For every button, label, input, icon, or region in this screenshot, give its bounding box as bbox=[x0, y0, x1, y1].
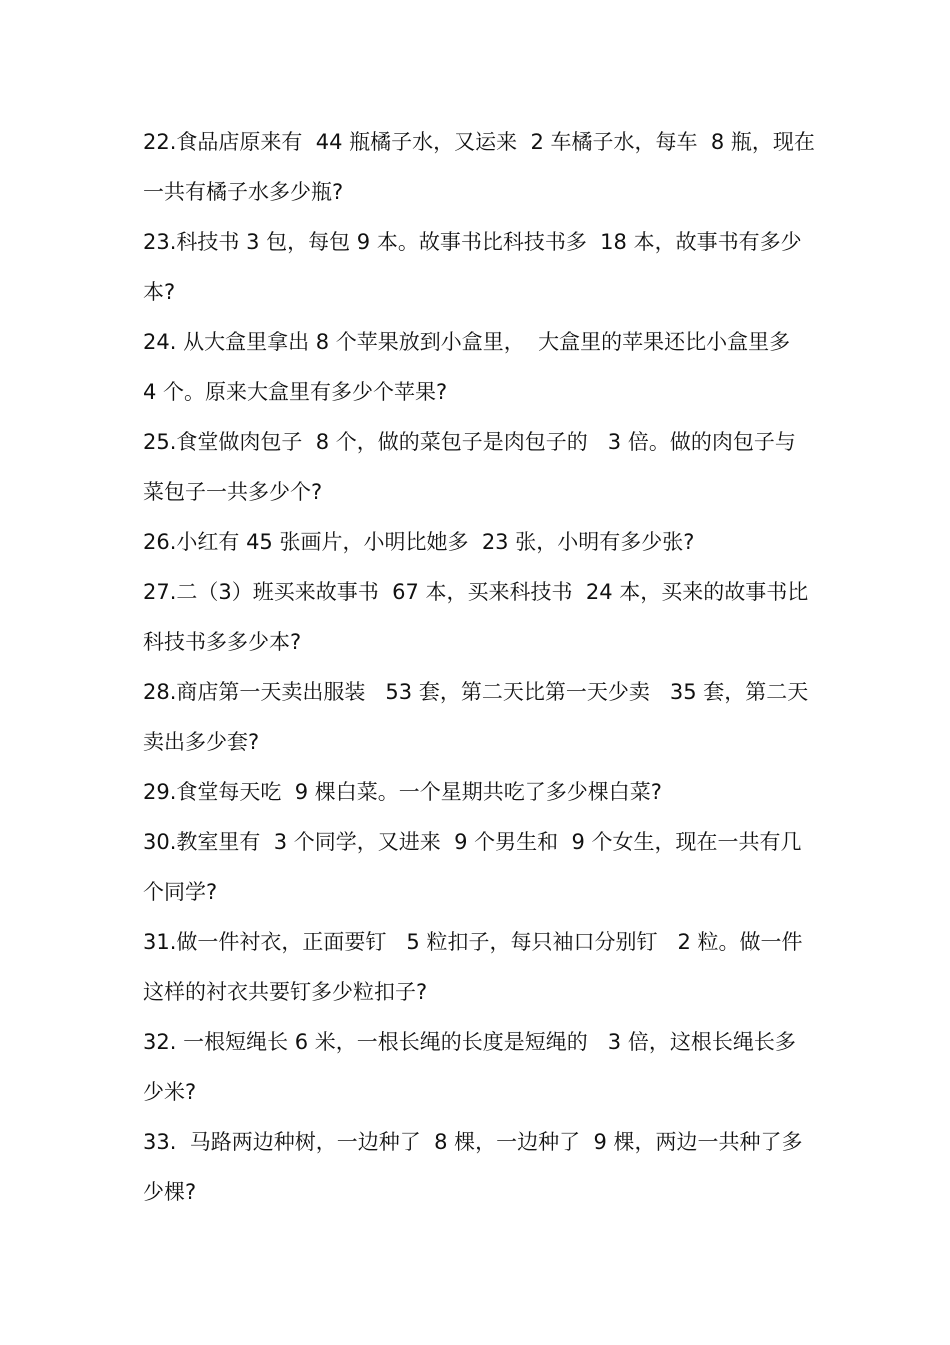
problem-32-line-1: 32. 一根短绳长 6 米，一根长绳的长度是短绳的 3 倍，这根长绳长多 bbox=[143, 1030, 796, 1054]
problem-24-line-1: 24. 从大盒里拿出 8 个苹果放到小盒里， 大盒里的苹果还比小盒里多 bbox=[143, 330, 791, 354]
problem-30-line-1: 30.教室里有 3 个同学，又进来 9 个男生和 9 个女生，现在一共有几 bbox=[143, 830, 802, 854]
problem-25-line-2: 菜包子一共多少个? bbox=[143, 480, 323, 504]
problem-31-line-2: 这样的衬衣共要钉多少粒扣子? bbox=[143, 980, 428, 1004]
problem-32-line-2: 少米? bbox=[143, 1080, 197, 1104]
problem-27-line-1: 27.二（3）班买来故事书 67 本，买来科技书 24 本，买来的故事书比 bbox=[143, 580, 809, 604]
problem-25-line-1: 25.食堂做肉包子 8 个，做的菜包子是肉包子的 3 倍。做的肉包子与 bbox=[143, 430, 796, 454]
problem-23-line-2: 本? bbox=[143, 280, 176, 304]
problem-29-line-1: 29.食堂每天吃 9 棵白菜。一个星期共吃了多少棵白菜? bbox=[143, 780, 662, 804]
problem-28-line-1: 28.商店第一天卖出服装 53 套，第二天比第一天少卖 35 套，第二天 bbox=[143, 680, 809, 704]
problem-27-line-2: 科技书多多少本? bbox=[143, 630, 302, 654]
problem-31-line-1: 31.做一件衬衣，正面要钉 5 粒扣子，每只袖口分别钉 2 粒。做一件 bbox=[143, 930, 803, 954]
problem-22-line-2: 一共有橘子水多少瓶? bbox=[143, 180, 344, 204]
problem-28-line-2: 卖出多少套? bbox=[143, 730, 260, 754]
problem-24-line-2: 4 个。原来大盒里有多少个苹果? bbox=[143, 380, 448, 404]
problem-22-line-1: 22.食品店原来有 44 瓶橘子水，又运来 2 车橘子水，每车 8 瓶，现在 bbox=[143, 130, 815, 154]
problem-26-line-1: 26.小红有 45 张画片，小明比她多 23 张，小明有多少张? bbox=[143, 530, 695, 554]
problem-33-line-1: 33. 马路两边种树，一边种了 8 棵，一边种了 9 棵，两边一共种了多 bbox=[143, 1130, 803, 1154]
problem-30-line-2: 个同学? bbox=[143, 880, 218, 904]
problem-33-line-2: 少棵? bbox=[143, 1180, 197, 1204]
problem-23-line-1: 23.科技书 3 包，每包 9 本。故事书比科技书多 18 本，故事书有多少 bbox=[143, 230, 802, 254]
